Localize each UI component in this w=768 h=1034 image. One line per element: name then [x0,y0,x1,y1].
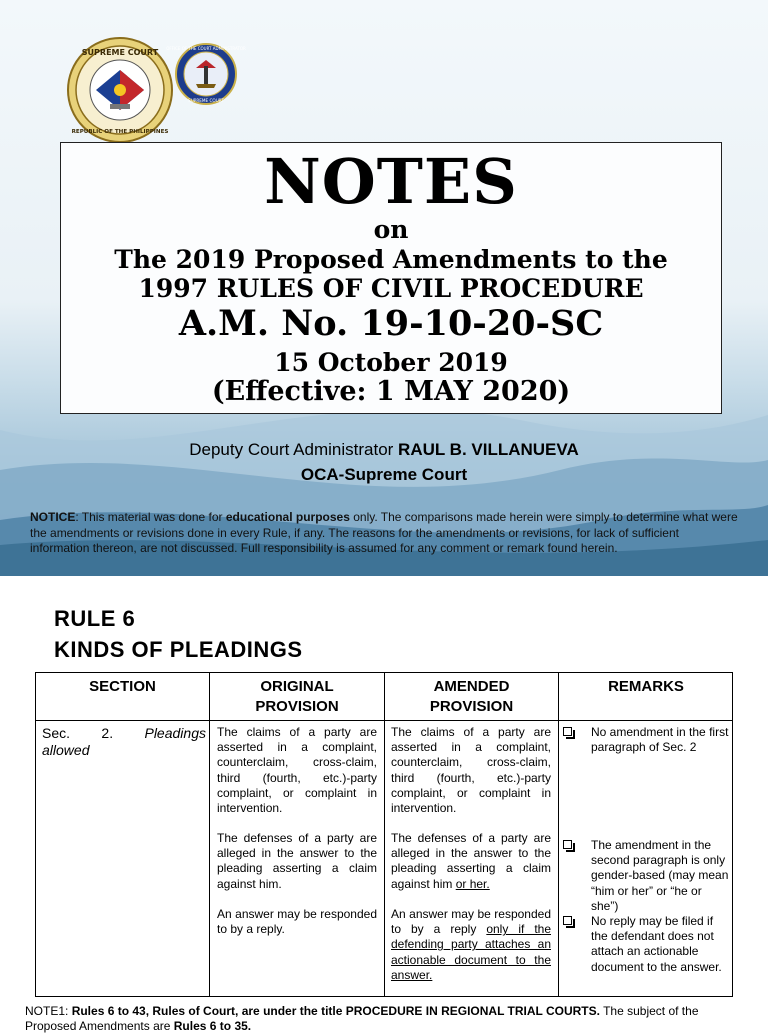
header-section [36,677,209,697]
title-on: on [373,215,409,244]
column-divider [384,673,385,996]
header-remarks [559,677,733,697]
amended-p2-text: The defenses of a party are alleged in the answer to the pleading asserting a claim against him [391,831,551,891]
effective-date: (Effective: 1 MAY 2020) [211,376,571,407]
rule-title: KINDS OF PLEADINGS [54,637,303,662]
note1-label: NOTE1: [25,1004,72,1018]
header-original-line2: PROVISION [255,698,339,715]
section-number-2: 2. [101,725,114,741]
comparison-table [35,672,733,997]
amended-p3-text: An answer may be responded to by a reply [391,907,551,937]
section-number: Sec. [42,725,71,741]
notice-paragraph [30,510,740,557]
presenter-block [0,437,768,487]
amended-p3 [391,907,551,983]
header-amended-line1: AMENDED [433,678,510,695]
presenter-name: RAUL B. VILLANUEVA [398,440,579,459]
supreme-court-seal-icon [66,36,174,144]
section-cell [42,725,206,759]
header-divider [36,720,732,721]
header-section-label: SECTION [89,678,156,695]
header-remarks-label: REMARKS [608,678,684,695]
original-p3: An answer may be responded to by a reply. [217,907,377,937]
checkbox-bullet-icon [563,840,572,849]
notice-bold: educational purposes [225,510,350,524]
oca-seal-icon [166,38,246,112]
presenter-office: OCA-Supreme Court [300,465,468,484]
checkbox-bullet-icon [563,916,572,925]
note1-bold-1: Rules 6 to 43, Rules of Court, are under the title PROCEDURE IN REGIONAL TRIAL COURTS. [71,1004,600,1018]
seal2-top-text: OFFICE OF THE COURT ADMINISTRATOR [166,46,246,51]
original-p1: The claims of a party are asserted in a complaint, counterclaim, cross-claim, third (fourth, etc.)-party complaint, or complaint in intervention. [217,725,377,816]
note1-bold-2: Rules 6 to 35. [173,1019,252,1033]
seal1-top-text: SUPREME COURT [81,48,159,57]
note1-paragraph [25,1004,747,1034]
remark-3-text: No reply may be filed if the defendant does not attach an actionable document to the answer. [591,914,722,974]
amended-p3-underlined: only if the defending party attaches an actionable document to the answer. [391,922,551,982]
header-amended-line2: PROVISION [429,698,514,715]
title-line1: The 2019 Proposed Amendments to the [114,245,668,274]
header-amended [385,677,558,717]
notice-text-1: : This material was done for [75,510,226,524]
title-line2: 1997 RULES OF CIVIL PROCEDURE [138,274,644,303]
original-p2: The defenses of a party are alleged in the answer to the pleading asserting a claim against him. [217,831,377,891]
seal2-bottom-text: SUPREME COURT [188,98,224,103]
notice-label: NOTICE [30,510,76,524]
checkbox-bullet-icon [563,727,572,736]
note1-text: The subject of the Proposed Amendments are [25,1004,699,1033]
remark-1-text: No amendment in the first paragraph of Sec. 2 [591,725,729,755]
rule-number: RULE 6 [54,606,136,631]
section-title-1: Pleadings [144,725,206,741]
column-divider [558,673,559,996]
rule-slide [0,576,768,1033]
issue-date: 15 October 2019 [274,348,508,377]
remark-2-text: The amendment in the second paragraph is only gender-based (may mean “him or her” or “he or she”) [591,838,729,913]
column-divider [209,673,210,996]
seal1-bottom-text: REPUBLIC OF THE PHILIPPINES [71,129,169,135]
title-box [60,142,722,414]
notice-text-2: only. The comparisons made herein were simply to determine what were the amendments or revisions done in every Rule, if any. The reasons for the amendments or revisions, for lack of sufficient information thereon, are not discussed. Full responsibility is assumed for any comment or remark found herein. [30,510,738,555]
header-original-line1: ORIGINAL [260,678,334,695]
amended-p2 [391,831,551,892]
am-number: A.M. No. 19-10-20-SC [178,303,604,344]
presenter-role: Deputy Court Administrator [189,440,399,459]
section-title-2: allowed [42,742,90,758]
amended-p1: The claims of a party are asserted in a complaint, counterclaim, cross-claim, third (fourth, etc.)-party complaint, or complaint in intervention. [391,725,551,816]
header-original [210,677,384,717]
amended-p2-underlined: or her. [455,876,490,891]
title-notes: NOTES [264,145,518,218]
